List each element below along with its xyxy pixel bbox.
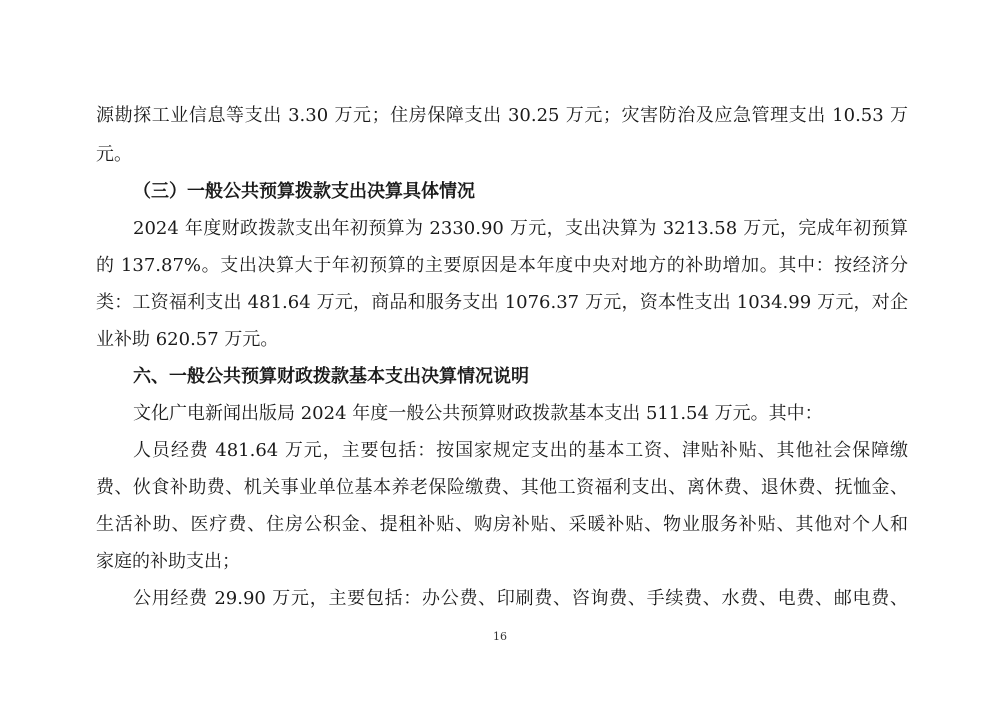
paragraph-line: 费、伙食补助费、机关事业单位基本养老保险缴费、其他工资福利支出、离休费、退休费、抚恤金、 xyxy=(96,477,908,498)
paragraph-line: 的 137.87%。支出决算大于年初预算的主要原因是本年度中央对地方的补助增加。其中：按经济分 xyxy=(96,255,908,276)
page-number: 16 xyxy=(493,630,507,643)
paragraph-line: 家庭的补助支出； xyxy=(96,551,240,572)
paragraph-line: 业补助 620.57 万元。 xyxy=(96,329,279,350)
paragraph-line: 文化广电新闻出版局 2024 年度一般公共预算财政拨款基本支出 511.54 万元。其中： xyxy=(133,403,823,424)
paragraph-line: 公用经费 29.90 万元，主要包括：办公费、印刷费、咨询费、手续费、水费、电费、邮电费、 xyxy=(133,588,908,609)
paragraph-line: 元。 xyxy=(96,144,132,165)
section-heading: 六、一般公共预算财政拨款基本支出决算情况说明 xyxy=(133,366,529,387)
paragraph-line: 2024 年度财政拨款支出年初预算为 2330.90 万元，支出决算为 3213.58 万元，完成年初预算 xyxy=(133,218,908,239)
paragraph-line: 生活补助、医疗费、住房公积金、提租补贴、购房补贴、采暖补贴、物业服务补贴、其他对个人和 xyxy=(96,514,908,535)
paragraph-line: 源勘探工业信息等支出 3.30 万元；住房保障支出 30.25 万元；灾害防治及应急管理支出 10.53 万 xyxy=(96,105,908,126)
paragraph-line: 人员经费 481.64 万元，主要包括：按国家规定支出的基本工资、津贴补贴、其他社会保障缴 xyxy=(133,440,908,461)
section-heading: （三）一般公共预算拨款支出决算具体情况 xyxy=(133,181,475,202)
paragraph-line: 类：工资福利支出 481.64 万元，商品和服务支出 1076.37 万元，资本性支出 1034.99 万元，对企 xyxy=(96,292,908,313)
